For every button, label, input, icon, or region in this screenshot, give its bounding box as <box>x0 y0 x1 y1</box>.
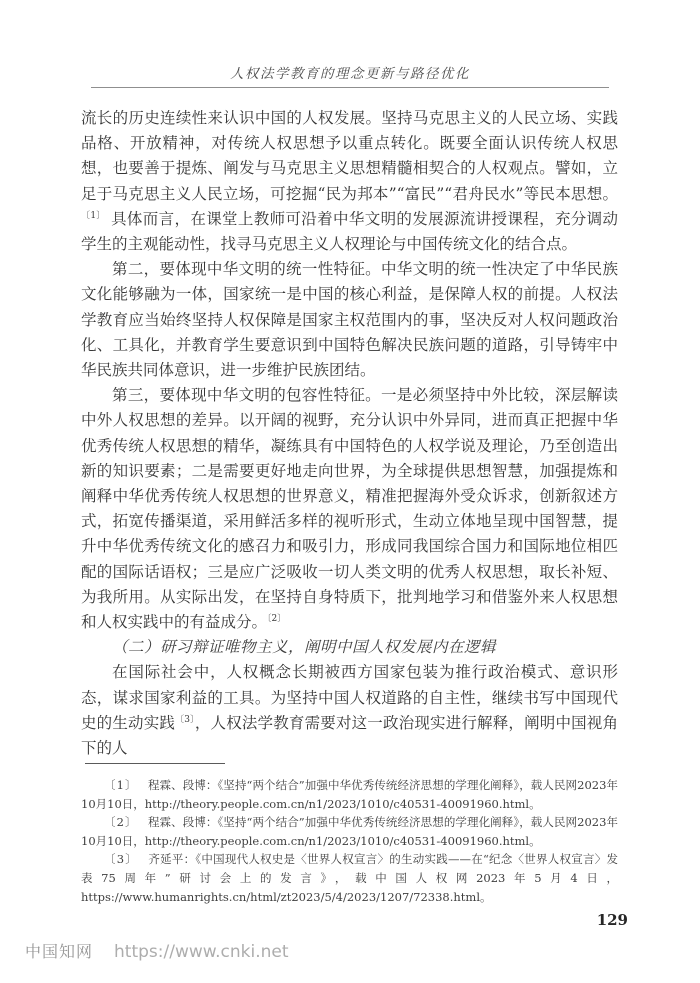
cnki-watermark-url: https://www.cnki.net <box>114 942 289 962</box>
footnote: 〔1〕 程霖、段博：《坚持“两个结合”加强中华优秀传统经济思想的学理化阐释》，载人民网2023年10月10日，http://theory.people.com.cn/n1/2023/1010/c40531-40091960.html。 <box>81 778 618 811</box>
footnote-section <box>81 763 618 906</box>
subsection-heading: （二）研习辩证唯物主义，阐明中国人权发展内在逻辑 <box>112 638 497 657</box>
footnote-marker: 〔3〕 <box>104 852 139 867</box>
body-paragraph: 在国际社会中，人权概念长期被西方国家包装为推行政治模式、意识形态，谋求国家利益的工具。为坚持中国人权道路的自主性，继续书写中国现代史的生动实践$^{〔3〕}$，人权法学教育需要对这一政治现实进行解释，阐明中国视角下的人 <box>81 663 618 758</box>
body-paragraph: 流长的历史连续性来认识中国的人权发展。坚持马克思主义的人民立场、实践品格、开放精神，对传统人权思想予以重点转化。既要全面认识传统人权思想，也要善于提炼、阐发与马克思主义思想精髓相契合的人权观点。譬如，立足于马克思主义人民立场，可挖掘“民为邦本”“富民”“君舟民水”等民本思想。$^{〔1〕}$ 具体而言，在课堂上教师可沿着中华文明的发展源流讲授课程，充分调动学生的主观能动性，找寻马克思主义人权理论与中国传统文化的结合点。 <box>81 109 618 254</box>
body-paragraph: 第二，要体现中华文明的统一性特征。中华文明的统一性决定了中华民族文化能够融为一体，国家统一是中国的核心利益，是保障人权的前提。人权法学教育应当始终坚持人权保障是国家主权范围内的事，坚决反对人权问题政治化、工具化，并教育学生要意识到中国特色解决民族问题的道路，引导铸牢中华民族共同体意识，进一步维护民族团结。 <box>81 260 618 380</box>
body-text <box>81 106 618 761</box>
body-paragraph: 第三，要体现中华文明的包容性特征。一是必须坚持中外比较，深层解读中外人权思想的差异。以开阔的视野，充分认识中外异同，进而真正把握中华优秀传统人权思想的精华，凝练具有中国特色的人权学说及理论，乃至创造出新的知识要素；二是需要更好地走向世界，为全球提供思想智慧，加强提炼和阐释中华优秀传统人权思想的世界意义，精准把握海外受众诉求，创新叙述方式，拓宽传播渠道，采用鲜活多样的视听形式，生动立体地呈现中国智慧，提升中华优秀传统文化的感召力和吸引力，形成同我国综合国力和国际地位相匹配的国际话语权；三是应广泛吸收一切人类文明的优秀人权思想，取长补短、为我所用。从实际出发，在坚持自身特质下，批判地学习和借鉴外来人权思想和人权实践中的有益成分。$^{〔2〕}$ <box>81 386 618 632</box>
footnote-divider <box>85 763 225 764</box>
footnote: 〔2〕 程霖、段博：《坚持“两个结合”加强中华优秀传统经济思想的学理化阐释》，载人民网2023年10月10日，http://theory.people.com.cn/n1/2023/1010/c40531-40091960.html。 <box>81 815 618 848</box>
footnote-marker: 〔1〕 <box>104 778 138 792</box>
footnote-reference: 〔2〕 <box>267 613 287 624</box>
page-number: 129 <box>596 911 628 929</box>
cnki-watermark <box>25 939 289 962</box>
footnote-reference: 〔1〕 <box>81 210 106 221</box>
header-divider <box>91 87 609 88</box>
footnote: 〔3〕 齐延平：《中国现代人权史是〈世界人权宣言〉的生动实践——在“纪念〈世界人权宣言〉发表75周年”研讨会上的发言》，载中国人权网2023年5月4日，https://www.humanrights.cn/html/zt2023/5/4/2023/1207/72338.html。 <box>81 852 618 904</box>
footnote-marker: 〔2〕 <box>104 815 138 830</box>
cnki-watermark-name: 中国知网 <box>25 942 94 961</box>
footnote-reference: 〔3〕 <box>175 714 195 725</box>
running-head-title: 人权法学教育的理念更新与路径优化 <box>230 66 470 82</box>
